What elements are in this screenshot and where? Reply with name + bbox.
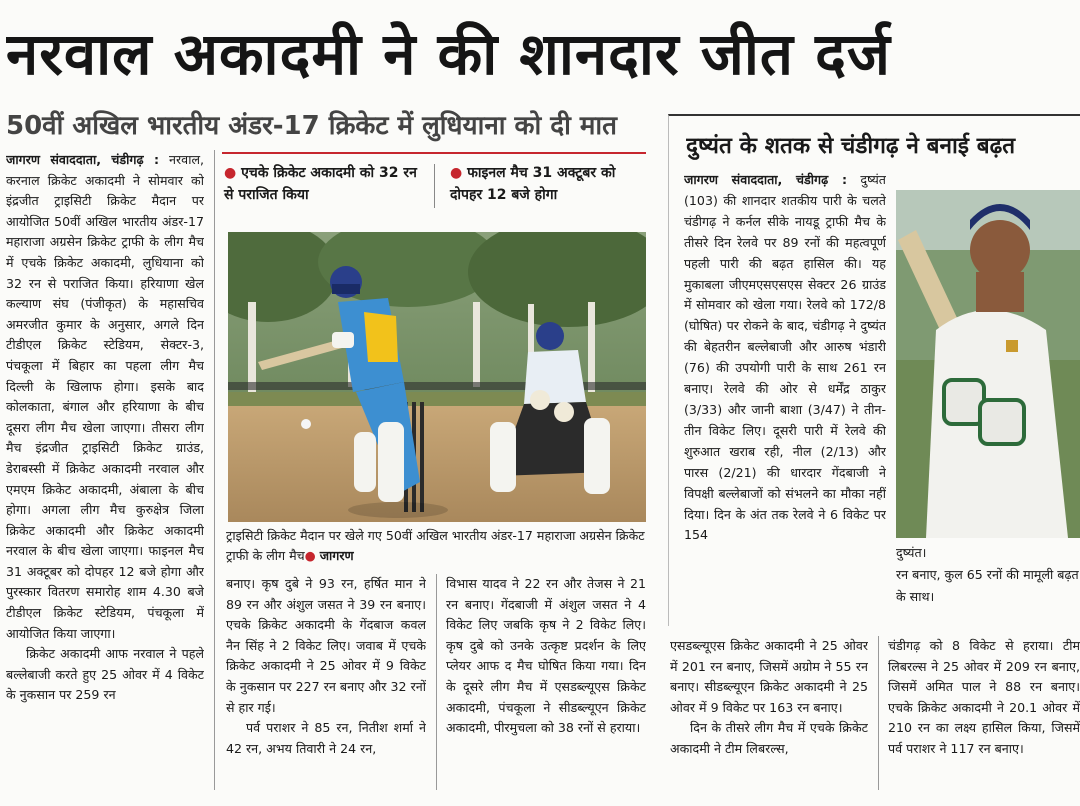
article-column-5	[888, 636, 1080, 790]
player-name-caption: दुष्यंत।	[896, 545, 927, 560]
column-1-paragraph-2: क्रिकेट अकादमी आफ नरवाल ने पहले बल्लेबाजी करते हुए 25 ओवर में 4 विकेट के नुकसान पर 259 रन	[6, 646, 204, 703]
player-portrait-image	[896, 190, 1080, 538]
side-story-paragraph	[684, 170, 886, 546]
cricket-match-image	[228, 232, 646, 522]
player-caption-continuation: रन बनाए, कुल 65 रनों की मामूली बढ़त के साथ।	[896, 567, 1079, 604]
photo-credit: जागरण	[319, 548, 354, 563]
highlight-item-1	[224, 162, 424, 206]
highlight-text-1: एचके क्रिकेट अकादमी को 32 रन से पराजित किया	[224, 165, 417, 203]
column-4-paragraph-1: एसडब्ल्यूएस क्रिकेट अकादमी ने 25 ओवर में 201 रन बनाए, जिसमें अग्रोम ने 55 रन बनाए। सीडब्ल्यूएन क्रिकेट अकादमी ने 25 ओवर में 9 विकेट पर 163 रन बनाए।	[670, 638, 868, 715]
photo-caption-text: ट्राइसिटी क्रिकेट मैदान पर खेले गए 50वीं अखिल भारतीय अंडर-17 महाराजा अग्रसेन क्रिकेट ट्राफी के लीग मैच	[226, 528, 645, 563]
bullet-icon: ●	[224, 165, 242, 181]
side-story-byline: जागरण संवाददाता, चंडीगढ़ :	[684, 172, 847, 187]
side-story-title: दुष्यंत के शतक से चंडीगढ़ ने बनाई बढ़त	[686, 133, 1016, 159]
subheadline: 50वीं अखिल भारतीय अंडर-17 क्रिकेट में लुधियाना को दी मात	[6, 111, 617, 141]
highlights-box	[222, 152, 646, 222]
side-story-body	[684, 170, 886, 610]
headline: नरवाल अकादमी ने की शानदार जीत दर्ज	[6, 20, 891, 88]
column-2-paragraph-2: पर्व पराशर ने 85 रन, नितीश शर्मा ने 42 रन, अभय तिवारी ने 24 रन,	[226, 720, 426, 756]
match-photo	[228, 232, 646, 522]
column-3-paragraph-1: विभास यादव ने 22 रन और तेजस ने 21 रन बनाए। गेंदबाजी में अंशुल जसत ने 4 विकेट लिए जबकि कृष ने 2 विकेट लिए।कृष दुबे को उनके उत्कृष्ट प्रदर्शन के लिए प्लेयर आफ द मैच घोषित किया गया। दिन के दूसरे लीग मैच में एसडब्ल्यूएस क्रिकेट अकादमी, पंचकूला ने सीडब्ल्यूएन क्रिकेट अकादमी, पीरमुचला को 38 रनों से हराया।	[446, 576, 646, 736]
side-story-text: दुष्यंत (103) की शानदार शतकीय पारी के चलते चंडीगढ़ ने कर्नल सीके नायडू ट्राफी मैच के तीसरे दिन रेलवे पर 89 रनों की महत्वपूर्ण पहली पारी की बढ़त हासिल की। यह मुकाबला जीएमएसएसएस सेक्टर 26 ग्राउंड में सोमवार को खेला गया। रेलवे को 172/8 (घोषित) पर रोकने के बाद, चंडीगढ़ ने दुष्यंत की बेहतरीन बल्लेबाजी और आरुष भंडारी (76) की उपयोगी पारी के साथ 261 रन बनाए। रेलवे की ओर से धर्मेंद्र ठाकुर (3/33) और जानी बाशा (3/47) ने तीन-तीन विकेट लिए। दूसरी पारी में रेलवे की शुरुआत खराब रही, नील (2/13) और पारस (2/21) की धारदार गेंदबाजी ने विपक्षी बल्लेबाजों को संभलने का मौका नहीं दिया। दिन के अंत तक रेलवे ने 6 विकेट पर 154	[684, 172, 886, 543]
column-4-paragraph-2: दिन के तीसरे लीग मैच में एचके क्रिकेट अकादमी ने टीम लिबरल्स,	[670, 720, 868, 756]
column-1-text: नरवाल, करनाल क्रिकेट अकादमी ने सोमवार को इंद्रजीत ट्राइसिटी क्रिकेट मैदान पर आयोजित 50वीं अखिल भारतीय अंडर-17 महाराजा अग्रसेन क्रिकेट ट्राफी के लीग मैच में एचके क्रिकेट अकादमी, लुधियाना को 32 रन से पराजित किया। हरियाणा खेल कल्याण संघ (पंजीकृत) के महासचिव अमरजीत कुमार के अनुसार, अगले दिन टीडीएल क्रिकेट स्टेडियम, सेक्टर-3, पंचकूला में बिहार का पहला लीग मैच दिल्ली के खिलाफ होगा। इसके बाद कोलकाता, बंगाल और हरियाणा के बीच दूसरा लीग मैच खेला जाएगा। तीसरा लीग मैच इंद्रजीत ट्राइसिटी क्रिकेट ग्राउंड, डेराबस्सी में क्रिकेट अकादमी नरवाल और एमएम क्रिकेट अकादमी, अंबाला के बीच होगा। अगला लीग मैच कुरुक्षेत्र जिला क्रिकेट अकादमी और क्रिकेट अकादमी नरवाल के बीच खेला जाएगा। फाइनल मैच 31 अक्टूबर को दोपहर 12 बजे होगा और पुरस्कार वितरण समारोह शाम 4.30 बजे टीडीएल क्रिकेट स्टेडियम, पंचकूला में आयोजित किया जाएगा।	[6, 152, 204, 641]
bullet-icon: ●	[304, 548, 316, 563]
column-2-paragraph-1: बनाए। कृष दुबे ने 93 रन, हर्षित मान ने 89 रन और अंशुल जसत ने 39 रन बनाए। एचके क्रिकेट अकादमी के गेंदबाज कवल नैन सिंह ने 2 विकेट लिए। जवाब में एचके क्रिकेट अकादमी ने 25 ओवर में 9 विकेट के नुकसान पर 227 रन बनाए और 32 रनों से हार गई।	[226, 576, 426, 715]
article-column-2	[226, 574, 426, 790]
article-column-3	[446, 574, 646, 790]
player-photo-caption	[896, 542, 1080, 612]
article-column-4	[670, 636, 868, 790]
column-1-paragraph-1	[6, 150, 204, 644]
photo-caption	[226, 526, 646, 570]
column-5-paragraph-1: चंडीगढ़ को 8 विकेट से हराया। टीम लिबरल्स ने 25 ओवर में 209 रन बनाए, जिसमें अमित पाल ने 88 रन बनाए। एचके क्रिकेट अकादमी ने 20.1 ओवर में 210 रन का लक्ष्य हासिल किया, जिसमें पर्व पराशर ने 117 रन बनाए।	[888, 638, 1080, 756]
player-photo	[896, 190, 1080, 538]
article-column-1	[6, 150, 204, 790]
bullet-icon: ●	[450, 165, 468, 181]
highlight-item-2	[450, 162, 650, 206]
highlight-text-2: फाइनल मैच 31 अक्टूबर को दोपहर 12 बजे होगा	[450, 165, 616, 203]
byline: जागरण संवाददाता, चंडीगढ़ :	[6, 152, 160, 167]
